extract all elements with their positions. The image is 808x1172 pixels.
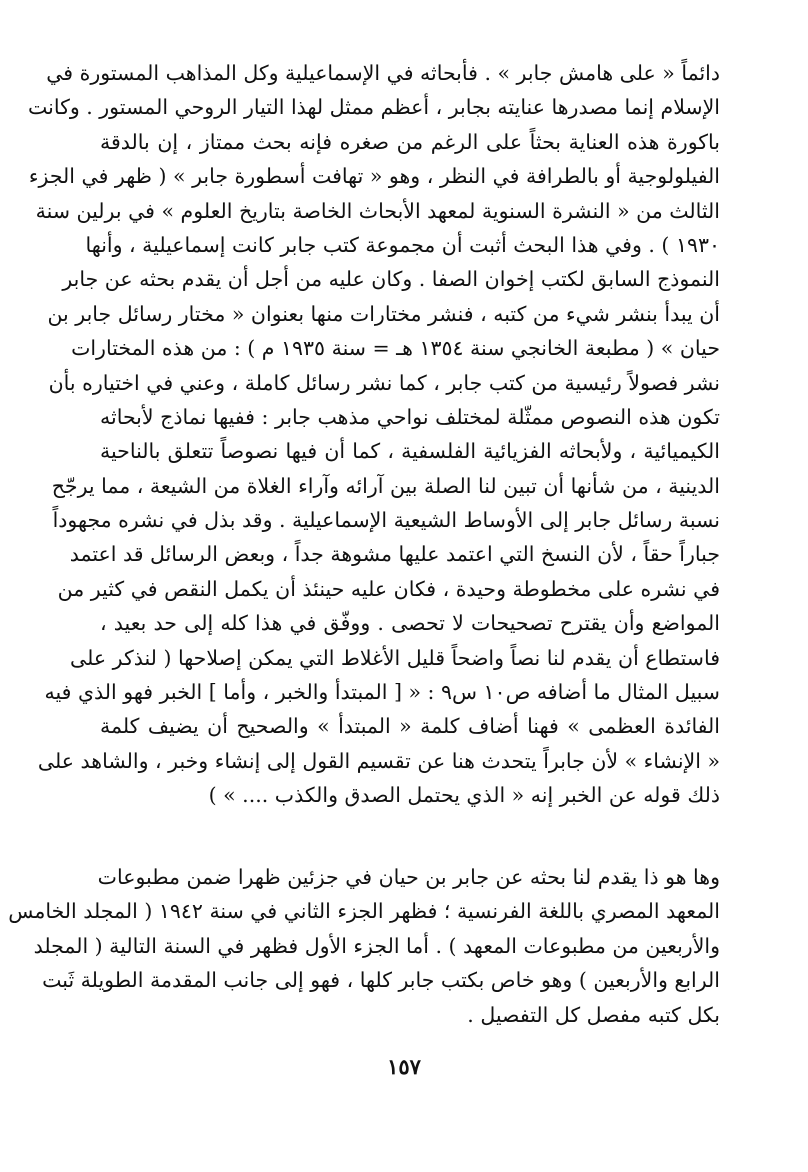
text-line: المواضع وأن يقترح تصحيحات لا تحصى . ووفّق في هذا كله إلى حد بعيد ، — [100, 611, 720, 636]
text-line: الثالث من « النشرة السنوية لمعهد الأبحاث الخاصة بتاريخ العلوم » في برلين سنة — [35, 198, 720, 223]
text-line: الإسلام إنما مصدرها عنايته بجابر ، أعظم ممثل لهذا التيار الروحي المستور . وكانت — [27, 95, 720, 120]
text-line: الفائدة العظمى » فهنا أضاف كلمة « المبتدأ » والصحيح أن يضيف كلمة — [100, 714, 720, 739]
text-line: حيان » ( مطبعة الخانجي سنة ١٣٥٤ هـ = سنة ١٩٣٥ م ) : من هذه المختارات — [71, 336, 720, 361]
text-line: وها هو ذا يقدم لنا بحثه عن جابر بن حيان في جزئين ظهرا ضمن مطبوعات — [97, 865, 720, 889]
text-line: دائماً « على هامش جابر » . فأبحاثه في الإسماعيلية وكل المذاهب المستورة في — [46, 61, 720, 85]
paragraph-jabir-studies — [27, 56, 720, 813]
text-line: بكل كتبه مفصل كل التفصيل . — [467, 1002, 720, 1027]
paragraph-french-publication — [8, 860, 720, 1032]
text-line: باكورة هذه العناية بحثاً على الرغم من صغره فإنه بحث ممتاز ، إن بالدقة — [100, 129, 720, 154]
text-line: ذلك قوله عن الخبر إنه « الذي يحتمل الصدق والكذب .... » ) — [208, 783, 720, 808]
text-line: « الإنشاء » لأن جابراً يتحدث هنا عن تقسيم القول إلى إنشاء وخبر ، والشاهد على — [37, 748, 720, 773]
page-number: ١٥٧ — [387, 1054, 421, 1079]
text-line: سبيل المثال ما أضافه ص١٠ س٩ : « [ المبتدأ والخبر ، وأما ] الخبر فهو الذي فيه — [44, 680, 720, 705]
text-line: الكيميائية ، ولأبحاثه الفزيائية الفلسفية ، كما أن فيها نصوصاً تتعلق بالناحية — [100, 439, 720, 464]
text-line: الدينية ، من شأنها أن تبين لنا الصلة بين آرائه وآراء الغلاة من الشيعة ، مما يرجّح — [51, 473, 720, 498]
text-line: والأربعين من مطبوعات المعهد ) . أما الجزء الأول فظهر في السنة التالية ( المجلد — [33, 933, 720, 958]
text-line: النموذج السابق لكتب إخوان الصفا . وكان عليه من أجل أن يقدم بحثه عن جابر — [62, 267, 720, 292]
text-line: فاستطاع أن يقدم لنا نصاً واضحاً قليل الأغلاط التي يمكن إصلاحها ( لنذكر على — [70, 645, 720, 670]
text-line: ١٩٣٠ ) . وفي هذا البحث أثبت أن مجموعة كتب جابر كانت إسماعيلية ، وأنها — [85, 232, 720, 257]
text-line: أن يبدأ بنشر شيء من كتبه ، فنشر مختارات منها بعنوان « مختار رسائل جابر بن — [47, 301, 720, 326]
text-line: الرابع والأربعين ) وهو خاص بكتب جابر كلها ، فهو إلى جانب المقدمة الطويلة ثَبت — [42, 968, 720, 993]
text-line: جباراً حقاً ، لأن النسخ التي اعتمد عليها مشوهة جداً ، وبعض الرسائل قد اعتمد — [69, 542, 720, 567]
text-line: المعهد المصري باللغة الفرنسية ؛ فظهر الجزء الثاني في سنة ١٩٤٢ ( المجلد الخامس — [8, 899, 720, 924]
text-line: في نشره على مخطوطة وحيدة ، فكان عليه حينئذ أن يكمل النقص في كثير من — [57, 576, 720, 601]
text-line: نشر فصولاً رئيسية من كتب جابر ، كما نشر رسائل كاملة ، وعني في اختياره بأن — [48, 370, 720, 395]
text-line: الفيلولوجية أو بالطرافة في النظر ، وهو « تهافت أسطورة جابر » ( ظهر في الجزء — [28, 164, 720, 189]
text-line: تكون هذه النصوص ممثّلة لمختلف نواحي مذهب جابر : ففيها نماذج لأبحاثه — [100, 404, 720, 429]
text-line: نسبة رسائل جابر إلى الأوساط الشيعية الإسماعيلية . وقد بذل في نشره مجهوداً — [52, 508, 720, 533]
